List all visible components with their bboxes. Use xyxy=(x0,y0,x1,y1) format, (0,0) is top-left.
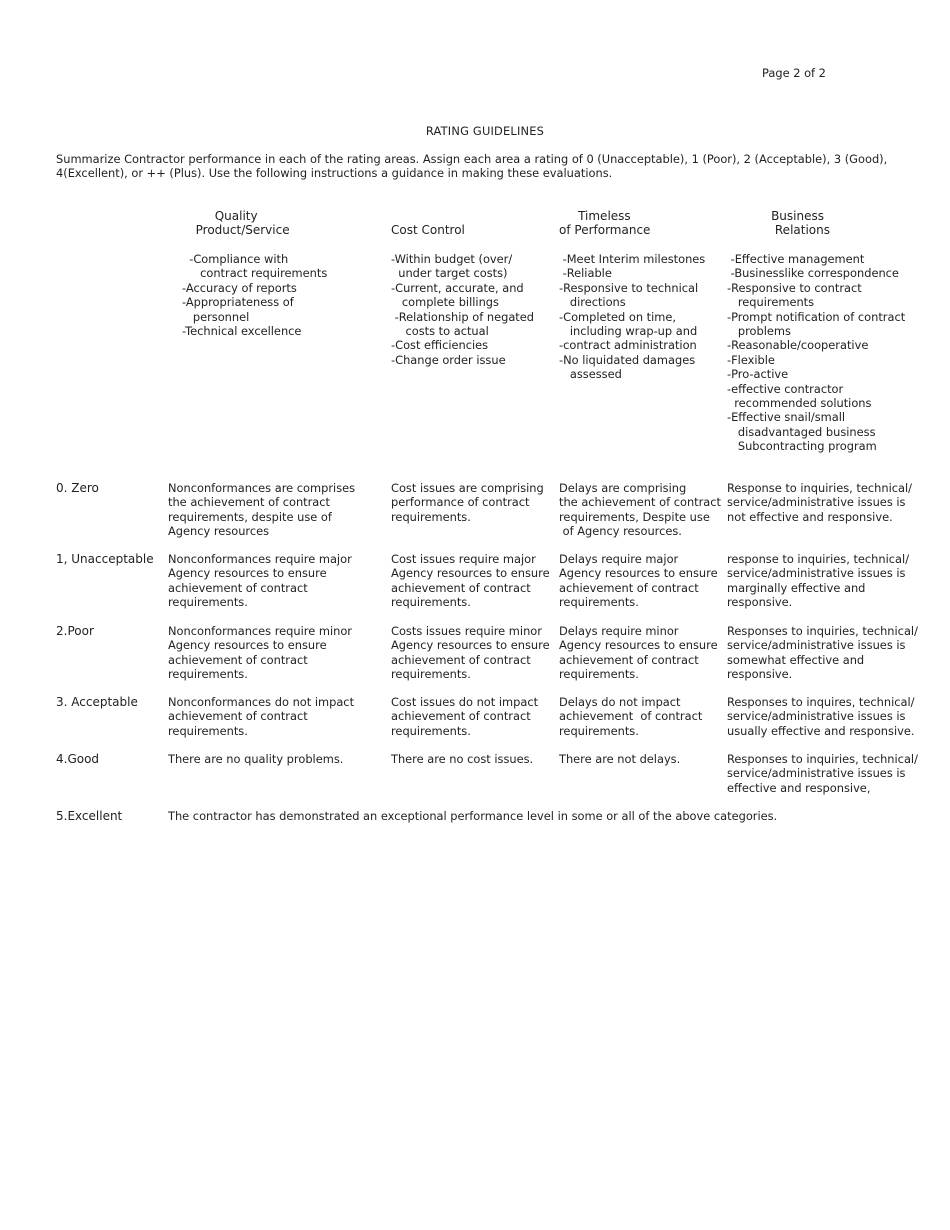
column-heading-business-relations: Business Relations xyxy=(771,209,830,238)
rating-cell-cost-control: There are no cost issues. xyxy=(391,752,534,766)
rating-cell-quality: Nonconformances do not impact achievement of contract requirements. xyxy=(168,695,355,738)
page-number: Page 2 of 2 xyxy=(762,66,826,80)
rating-cell-business-relations: Responses to inquiries, technical/ service/administrative issues is effective and responsive, xyxy=(727,752,918,795)
rating-cell-cost-control: Cost issues are comprising performance of contract requirements. xyxy=(391,481,544,524)
rating-cell-business-relations: Responses to inquiries, technical/ service/administrative issues is somewhat effective and responsive. xyxy=(727,624,918,682)
rating-cell-business-relations: Responses to inquires, technical/ service/administrative issues is usually effective and responsive. xyxy=(727,695,915,738)
criteria-list-timeliness: -Meet Interim milestones -Reliable -Responsive to technical directions -Completed on time, including wrap-up and -contract administration -No liquidated damages assessed xyxy=(559,252,706,382)
rating-cell-cost-control: Costs issues require minor Agency resources to ensure achievement of contract requirements. xyxy=(391,624,550,682)
criteria-list-quality: -Compliance with contract requirements -Accuracy of reports -Appropriateness of personnel -Technical excellence xyxy=(182,252,328,339)
rating-label: 1, Unacceptable xyxy=(56,552,154,566)
rating-label: 4.Good xyxy=(56,752,100,766)
intro-paragraph: Summarize Contractor performance in each of the rating areas. Assign each area a rating of 0 (Unacceptable), 1 (Poor), 2 (Acceptable), 3 (Good), 4(Excellent), or ++ (Plus). Use the following instructions a guidance in making these evaluations. xyxy=(56,152,888,181)
rating-cell-timeliness: Delays do not impact achievement of contract requirements. xyxy=(559,695,703,738)
rating-cell-quality: Nonconformances are comprises the achievement of contract requirements, despite use of Agency resources xyxy=(168,481,356,539)
rating-cell-timeliness: There are not delays. xyxy=(559,752,681,766)
criteria-list-cost-control: -Within budget (over/ under target costs) -Current, accurate, and complete billings -Relationship of negated costs to actual -Cost efficiencies -Change order issue xyxy=(391,252,535,367)
rating-cell-quality: There are no quality problems. xyxy=(168,752,344,766)
rating-cell-timeliness: Delays require major Agency resources to ensure achievement of contract requirements. xyxy=(559,552,718,610)
rating-label: 3. Acceptable xyxy=(56,695,138,709)
column-heading-timeliness: Timeless of Performance xyxy=(559,209,651,238)
rating-label: 0. Zero xyxy=(56,481,99,495)
rating-cell-timeliness: Delays require minor Agency resources to ensure achievement of contract requirements. xyxy=(559,624,718,682)
excellent-description: The contractor has demonstrated an exceptional performance level in some or all of the above categories. xyxy=(168,809,778,823)
rating-cell-timeliness: Delays are comprising the achievement of contract requirements, Despite use of Agency resources. xyxy=(559,481,722,539)
criteria-list-business-relations: -Effective management -Businesslike correspondence -Responsive to contract requirements -Prompt notification of contract problems -Reasonable/cooperative -Flexible -Pro-active -effective contractor recommended solutions -Effective snail/small disadvantaged business Subcontracting program xyxy=(727,252,906,454)
rating-cell-quality: Nonconformances require minor Agency resources to ensure achievement of contract requirements. xyxy=(168,624,352,682)
rating-cell-business-relations: Response to inquiries, technical/ service/administrative issues is not effective and responsive. xyxy=(727,481,912,524)
column-heading-cost-control: Cost Control xyxy=(391,223,465,238)
column-heading-quality: Quality Product/Service xyxy=(195,209,290,238)
rating-label: 5.Excellent xyxy=(56,809,123,823)
document-title: RATING GUIDELINES xyxy=(425,124,545,138)
rating-cell-cost-control: Cost issues do not impact achievement of contract requirements. xyxy=(391,695,539,738)
rating-cell-business-relations: response to inquiries, technical/ service/administrative issues is marginally effective and responsive. xyxy=(727,552,910,610)
rating-cell-quality: Nonconformances require major Agency resources to ensure achievement of contract requirements. xyxy=(168,552,352,610)
rating-cell-cost-control: Cost issues require major Agency resources to ensure achievement of contract requirements. xyxy=(391,552,550,610)
rating-label: 2.Poor xyxy=(56,624,94,638)
